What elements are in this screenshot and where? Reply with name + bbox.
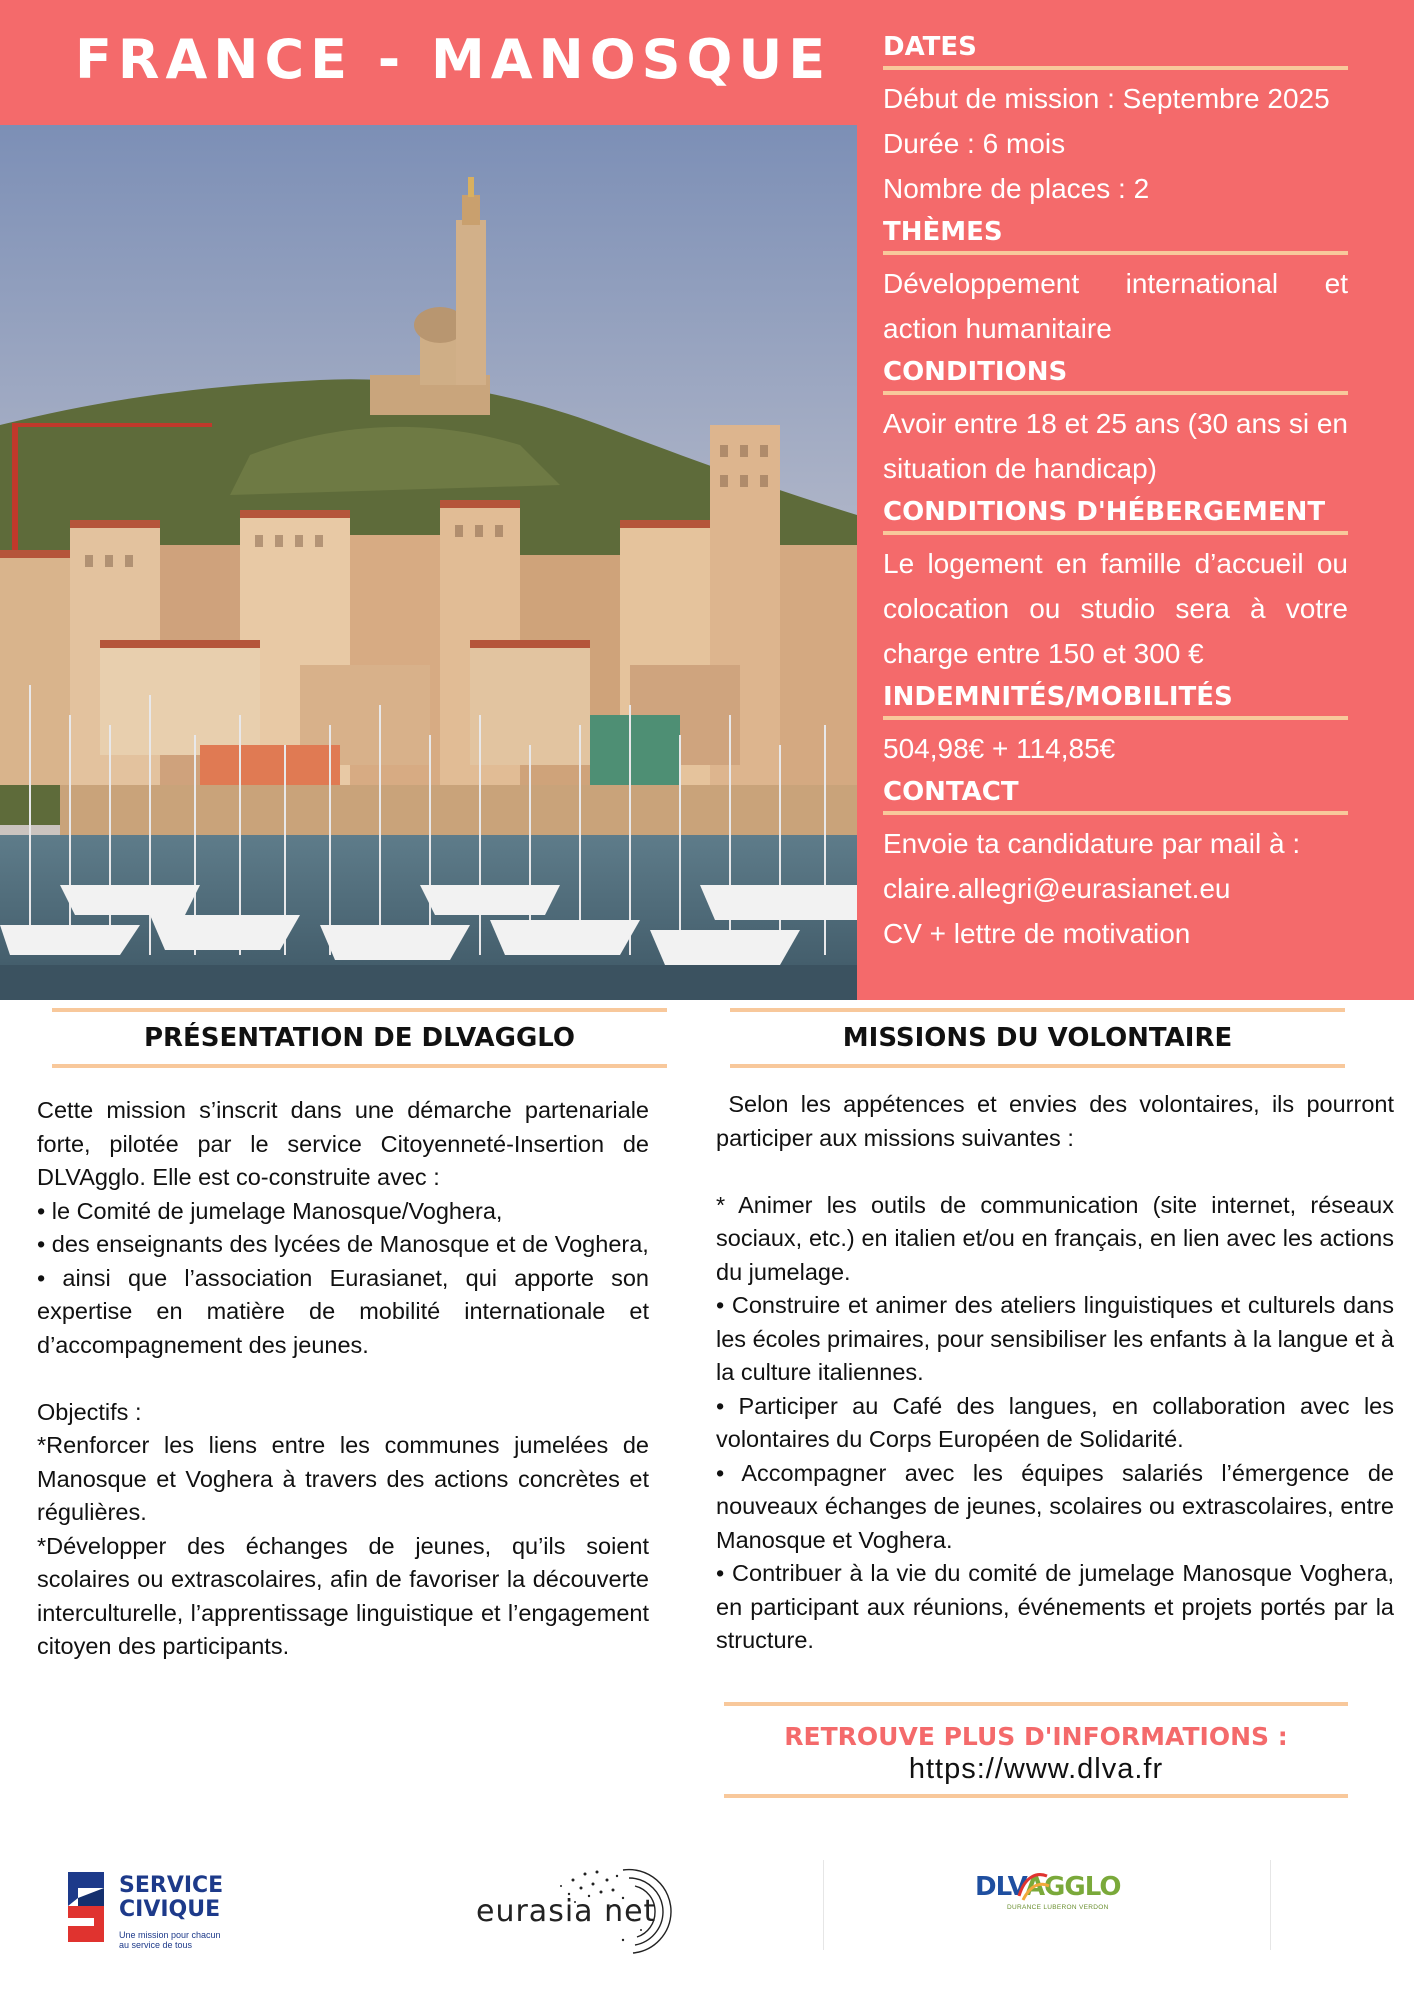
service-civique-logo: [56, 1862, 226, 1957]
housing-heading: CONDITIONS D'HÉBERGEMENT: [883, 497, 1348, 535]
presentation-heading: PRÉSENTATION DE DLVAGGLO: [143, 1023, 576, 1053]
marseille-harbour-photo: [0, 125, 857, 1000]
objectives-label: Objectifs :: [37, 1398, 142, 1425]
dates-section: [883, 32, 1348, 211]
service-civique-name: CIVIQUE: [119, 1897, 221, 1922]
allowances-section: [883, 682, 1348, 771]
conditions-section: [883, 357, 1348, 491]
allowances-heading: INDEMNITÉS/MOBILITÉS: [883, 682, 1348, 720]
eurasianet-logo: [473, 1850, 713, 1960]
contact-email[interactable]: claire.allegri@eurasianet.eu: [883, 873, 1231, 904]
themes-section: [883, 217, 1348, 351]
presentation-paragraph: Cette mission s’inscrit dans une démarche partenariale forte, pilotée par le service Citoyenneté-Insertion de DLVAgglo. Elle est co-construite avec :: [37, 1097, 649, 1190]
presentation-partner-item: • le Comité de jumelage Manosque/Voghera,: [37, 1197, 503, 1224]
mission-item: • Contribuer à la vie du comité de jumelage Manosque Voghera, en participant aux réunions, événements et projets portés par la structure.: [716, 1560, 1394, 1653]
presentation-partner-item: • ainsi que l’association Eurasianet, qui apporte son expertise en matière de mobilité internationale et d’accompagnement des jeunes.: [37, 1264, 649, 1358]
mission-item: • Accompagner avec les équipes salariés l’émergence de nouveaux échanges de jeunes, scolaires ou extrascolaires, entre Manosque et Voghera.: [716, 1459, 1394, 1553]
objective-item: *Développer des échanges de jeunes, qu’ils soient scolaires ou extrascolaires, afin de favoriser la découverte interculturelle, l’apprentissage linguistique et l’engagement citoyen des participants.: [37, 1532, 649, 1659]
dlvagglo-name-part: AGGLO: [1024, 1872, 1121, 1902]
mission-duration: Durée : 6 mois: [883, 128, 1066, 159]
partner-logos: [0, 1850, 1414, 2000]
themes-heading: THÈMES: [883, 217, 1348, 255]
conditions-text: Avoir entre 18 et 25 ans (30 ans si en situation de handicap): [883, 408, 1348, 484]
themes-text: Développement international et action humanitaire: [883, 268, 1348, 344]
presentation-partner-item: • des enseignants des lycées de Manosque et de Voghera,: [37, 1231, 649, 1257]
objective-item: *Renforcer les liens entre les communes jumelées de Manosque et Voghera à travers des actions concrètes et régulières.: [37, 1432, 649, 1525]
mission-item: • Participer au Café des langues, en collaboration avec les volontaires du Corps Européen de Solidarité.: [716, 1392, 1394, 1452]
contact-instruction: Envoie ta candidature par mail à :: [883, 828, 1301, 859]
conditions-heading: CONDITIONS: [883, 357, 1348, 395]
service-civique-name: SERVICE: [119, 1873, 224, 1898]
allowances-text: 504,98€ + 114,85€: [883, 733, 1116, 764]
service-civique-tagline: Une mission pour chacun au service de tous: [119, 1930, 221, 1950]
more-info-link[interactable]: https://www.dlva.fr: [908, 1753, 1164, 1785]
missions-body: [716, 1088, 1401, 1658]
presentation-body: [37, 1094, 649, 1664]
housing-text: Le logement en famille d’accueil ou colocation ou studio sera à votre charge entre 150 et 300 €: [883, 548, 1348, 669]
missions-heading-box: [730, 1008, 1345, 1068]
more-info-box: [724, 1702, 1348, 1798]
logo-divider: [823, 1860, 824, 1950]
page-title: FRANCE - MANOSQUE: [75, 28, 832, 91]
contact-heading: CONTACT: [883, 777, 1348, 815]
dates-heading: DATES: [883, 32, 1348, 70]
places-count: Nombre de places : 2: [883, 173, 1150, 204]
mission-start: Début de mission : Septembre 2025: [883, 83, 1330, 114]
logo-divider: [1270, 1860, 1271, 1950]
housing-section: [883, 497, 1348, 676]
mission-info-panel: [883, 32, 1348, 962]
service-civique-emblem-icon: [56, 1862, 116, 1957]
contact-section: [883, 777, 1348, 956]
dlvagglo-logo: [975, 1872, 1125, 1932]
missions-intro: Selon les appétences et envies des volontaires, ils pourront participer aux missions suivantes :: [716, 1091, 1401, 1151]
dlvagglo-swirl-icon: [1013, 1866, 1053, 1906]
eurasianet-name: eurasia net: [476, 1894, 657, 1929]
dlvagglo-subtitle: DURANCE LUBERON VERDON: [1007, 1904, 1109, 1911]
mission-item: • Construire et animer des ateliers linguistiques et culturels dans les écoles primaires, pour sensibiliser les enfants à la langue et à la culture italiennes.: [716, 1292, 1394, 1385]
missions-heading: MISSIONS DU VOLONTAIRE: [842, 1023, 1233, 1053]
more-info-label: RETROUVE PLUS D'INFORMATIONS :: [784, 1722, 1288, 1751]
contact-documents: CV + lettre de motivation: [883, 918, 1191, 949]
presentation-heading-box: [52, 1008, 667, 1068]
dlvagglo-name-part: DLV: [975, 1872, 1025, 1902]
mission-item: * Animer les outils de communication (site internet, réseaux sociaux, etc.) en italien et/ou en français, en lien avec les actions du jumelage.: [716, 1191, 1394, 1285]
